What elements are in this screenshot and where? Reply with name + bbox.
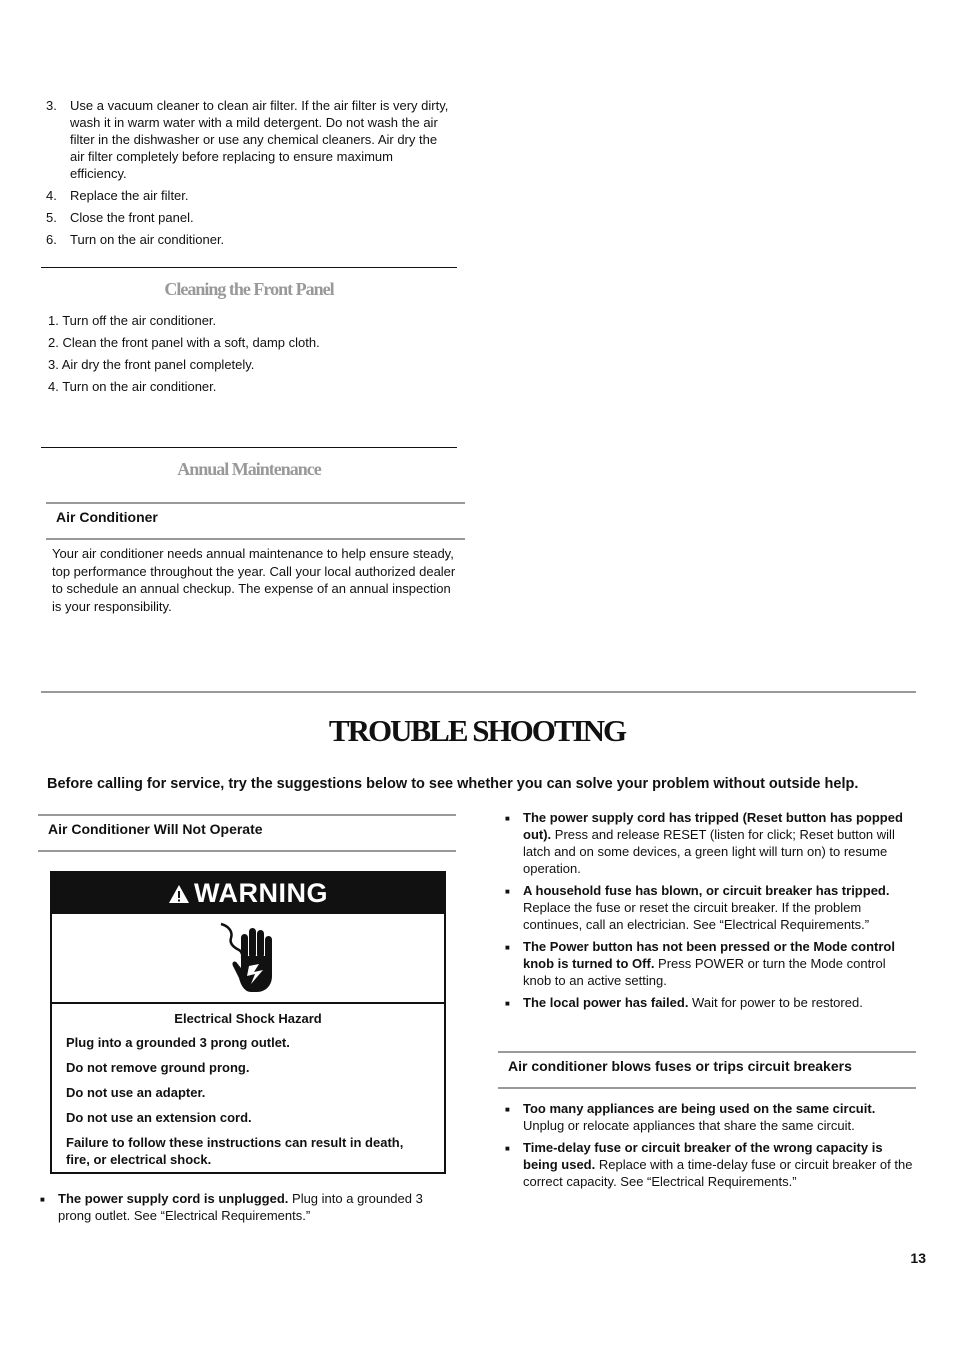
bullet-detail: Unplug or relocate appliances that share the same circuit. bbox=[523, 1118, 855, 1133]
bullet-detail: Press and release RESET (listen for click; Reset button will latch and on some devices, a green light will turn on) to resume operation. bbox=[523, 827, 895, 876]
step-text: Close the front panel. bbox=[70, 210, 194, 225]
warning-line: Failure to follow these instructions can result in death, fire, or electrical shock. bbox=[66, 1135, 404, 1167]
bullet-bold: A household fuse has blown, or circuit breaker has tripped. bbox=[523, 883, 890, 898]
bullet-detail: Replace with a time-delay fuse or circuit breaker of the correct capacity. See “Electrical Requirements.” bbox=[523, 1157, 913, 1189]
list-item bbox=[46, 187, 452, 204]
list-item bbox=[40, 1190, 440, 1224]
front-panel-title: Cleaning the Front Panel bbox=[164, 279, 334, 299]
bullet-square-icon: ■ bbox=[505, 999, 510, 1008]
bullet-square-icon: ■ bbox=[505, 887, 510, 896]
bullet-square-icon: ■ bbox=[505, 1105, 510, 1114]
annual-maintenance-text: Your air conditioner needs annual maintenance to help ensure steady, top performance throughout the year. Call your local authorized dealer to schedule an annual checkup. The expense of an annual inspection is your responsibility. bbox=[52, 546, 456, 614]
step-text: Turn on the air conditioner. bbox=[70, 232, 225, 247]
section-divider bbox=[41, 447, 457, 448]
bullet-square-icon: ■ bbox=[505, 1144, 510, 1153]
electrical-shock-hand-icon bbox=[213, 920, 283, 996]
step-text: Replace the air filter. bbox=[70, 188, 189, 203]
trouble-intro: Before calling for service, try the suggestions below to see whether you can solve your problem without outside help. bbox=[47, 776, 859, 792]
step-text: Use a vacuum cleaner to clean air filter. If the air filter is very dirty, wash it in warm water with a mild detergent. Do not wash the air filter in the dishwasher or use any chemical cleaners. Air dry the air filter completely before replacing to ensure maximum efficiency. bbox=[70, 98, 449, 181]
bullet-bold: The power supply cord is unplugged. bbox=[58, 1191, 289, 1206]
list-item bbox=[505, 882, 915, 933]
bullet-text bbox=[523, 1139, 915, 1190]
subhead-rule-bottom bbox=[46, 538, 465, 540]
fuse-bullets bbox=[505, 1100, 915, 1195]
bullet-square-icon: ■ bbox=[505, 943, 510, 952]
bullet-detail: Plug into a grounded 3 prong outlet. See “Electrical Requirements.” bbox=[58, 1191, 423, 1223]
blows-fuses-subhead: Air conditioner blows fuses or trips circuit breakers bbox=[508, 1058, 852, 1074]
bullet-bold: Too many appliances are being used on the same circuit. bbox=[523, 1101, 876, 1116]
bullet-bold: The Power button has not been pressed or the Mode control knob is turned to Off. bbox=[523, 939, 895, 971]
front-panel-steps bbox=[48, 312, 448, 400]
hazard-title: Electrical Shock Hazard bbox=[174, 1011, 322, 1026]
bullet-text bbox=[523, 809, 915, 877]
bullet-bold: Time-delay fuse or circuit breaker of the wrong capacity is being used. bbox=[523, 1140, 883, 1172]
right-bullets bbox=[505, 809, 915, 1017]
subhead-rule-top bbox=[38, 814, 456, 816]
bullet-detail: Wait for power to be restored. bbox=[688, 995, 863, 1010]
bullet-square-icon: ■ bbox=[40, 1195, 45, 1204]
warning-icon-area bbox=[52, 914, 444, 1004]
warning-box bbox=[50, 871, 446, 1174]
bullet-detail: Replace the fuse or reset the circuit breaker. If the problem continues, call an electrician. See “Electrical Requirements.” bbox=[523, 900, 870, 932]
step-number: 3. bbox=[46, 98, 57, 113]
subhead-rule-bottom bbox=[38, 850, 456, 852]
warning-triangle-icon bbox=[168, 884, 190, 904]
warning-line: Plug into a grounded 3 prong outlet. bbox=[66, 1035, 290, 1050]
annual-maintenance-title: Annual Maintenance bbox=[177, 459, 321, 479]
subhead-rule-bottom bbox=[498, 1087, 916, 1089]
subhead-rule-top bbox=[498, 1051, 916, 1053]
bullet-text bbox=[523, 938, 915, 989]
will-not-operate-subhead: Air Conditioner Will Not Operate bbox=[48, 821, 263, 837]
step-number: 5. bbox=[46, 210, 57, 225]
bullet-text bbox=[58, 1190, 440, 1224]
list-item bbox=[505, 809, 915, 877]
warning-line: Do not remove ground prong. bbox=[66, 1060, 250, 1075]
list-item: 1. Turn off the air conditioner. bbox=[48, 313, 217, 328]
bullet-bold: The power supply cord has tripped (Reset button has popped out). bbox=[523, 810, 903, 842]
step-number: 4. bbox=[46, 188, 57, 203]
list-item: 2. Clean the front panel with a soft, damp cloth. bbox=[48, 335, 320, 350]
list-item: 3. Air dry the front panel completely. bbox=[48, 357, 255, 372]
list-item bbox=[505, 1139, 915, 1190]
list-item: 4. Turn on the air conditioner. bbox=[48, 379, 217, 394]
list-item bbox=[46, 209, 452, 226]
list-item bbox=[46, 231, 452, 248]
bullet-square-icon: ■ bbox=[505, 814, 510, 823]
warning-label: WARNING bbox=[194, 878, 328, 908]
warning-line: Do not use an extension cord. bbox=[66, 1110, 252, 1125]
bullet-bold: The local power has failed. bbox=[523, 995, 689, 1010]
section-divider bbox=[41, 267, 457, 268]
filter-steps bbox=[46, 97, 452, 253]
trouble-shooting-title: TROUBLE SHOOTING bbox=[328, 713, 626, 748]
bullet-text bbox=[523, 882, 915, 933]
bullet-text bbox=[523, 1100, 915, 1134]
list-item bbox=[505, 1100, 915, 1134]
list-item bbox=[505, 938, 915, 989]
page-number: 13 bbox=[910, 1250, 926, 1266]
step-number: 6. bbox=[46, 232, 57, 247]
list-item bbox=[505, 994, 915, 1012]
list-item bbox=[46, 97, 452, 182]
warning-line: Do not use an adapter. bbox=[66, 1085, 206, 1100]
air-conditioner-subhead: Air Conditioner bbox=[56, 509, 158, 525]
trouble-top-rule bbox=[41, 691, 916, 693]
warning-header bbox=[52, 873, 444, 914]
bullet-text bbox=[523, 994, 915, 1012]
bullet-detail: Press POWER or turn the Mode control knob to an active setting. bbox=[523, 956, 886, 988]
warning-body bbox=[52, 1004, 444, 1168]
subhead-rule-top bbox=[46, 502, 465, 504]
